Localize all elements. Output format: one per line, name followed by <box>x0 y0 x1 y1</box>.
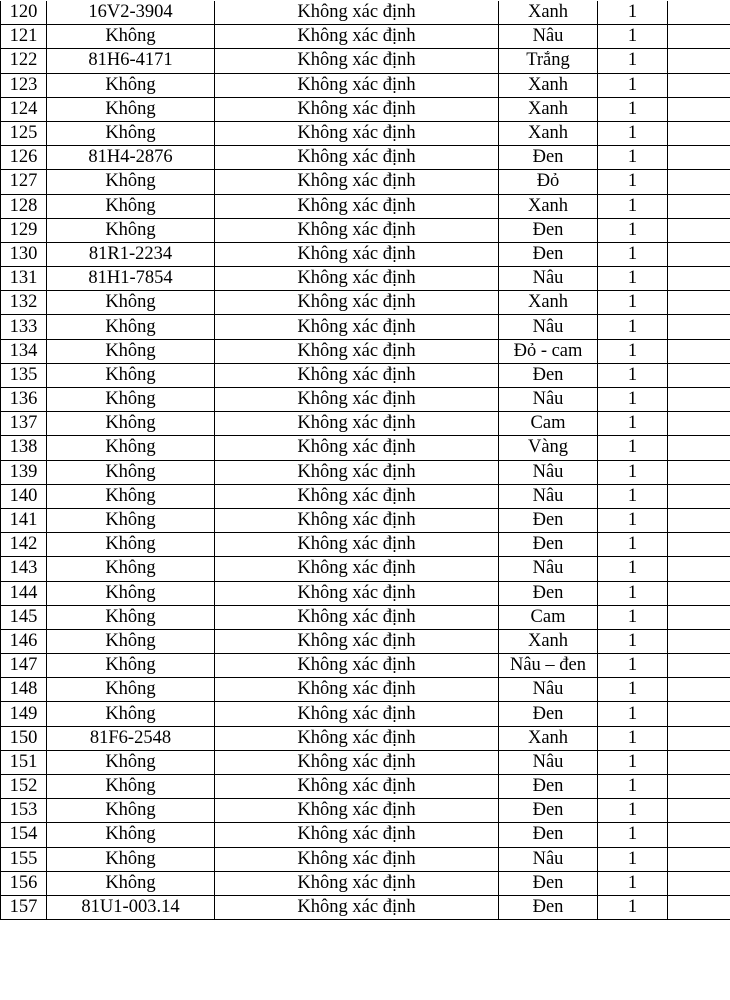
plate-cell: Không <box>47 629 215 653</box>
owner-cell: Không xác định <box>215 629 499 653</box>
row-number-cell: 135 <box>1 363 47 387</box>
owner-cell: Không xác định <box>215 25 499 49</box>
notes-cell <box>668 436 730 460</box>
color-cell: Xanh <box>499 73 598 97</box>
color-cell: Xanh <box>499 121 598 145</box>
color-cell: Đen <box>499 823 598 847</box>
notes-cell <box>668 726 730 750</box>
notes-cell <box>668 605 730 629</box>
notes-cell <box>668 581 730 605</box>
quantity-cell: 1 <box>598 460 668 484</box>
owner-cell: Không xác định <box>215 388 499 412</box>
table-row <box>1 146 730 170</box>
color-cell: Nâu <box>499 484 598 508</box>
row-number-cell: 150 <box>1 726 47 750</box>
quantity-cell: 1 <box>598 533 668 557</box>
owner-cell: Không xác định <box>215 73 499 97</box>
table-row <box>1 388 730 412</box>
color-cell: Xanh <box>499 194 598 218</box>
color-cell: Nâu <box>499 557 598 581</box>
table-row <box>1 25 730 49</box>
row-number-cell: 148 <box>1 678 47 702</box>
quantity-cell: 1 <box>598 484 668 508</box>
table-row <box>1 170 730 194</box>
color-cell: Đen <box>499 775 598 799</box>
table-row <box>1 726 730 750</box>
notes-cell <box>668 799 730 823</box>
quantity-cell: 1 <box>598 629 668 653</box>
owner-cell: Không xác định <box>215 339 499 363</box>
color-cell: Nâu <box>499 847 598 871</box>
row-number-cell: 134 <box>1 339 47 363</box>
quantity-cell: 1 <box>598 436 668 460</box>
notes-cell <box>668 654 730 678</box>
table-row <box>1 218 730 242</box>
owner-cell: Không xác định <box>215 460 499 484</box>
color-cell: Đen <box>499 533 598 557</box>
plate-cell: Không <box>47 218 215 242</box>
table-row <box>1 1 730 25</box>
row-number-cell: 149 <box>1 702 47 726</box>
color-cell: Vàng <box>499 436 598 460</box>
notes-cell <box>668 339 730 363</box>
color-cell: Đỏ - cam <box>499 339 598 363</box>
owner-cell: Không xác định <box>215 847 499 871</box>
notes-cell <box>668 49 730 73</box>
color-cell: Đen <box>499 363 598 387</box>
notes-cell <box>668 460 730 484</box>
color-cell: Đen <box>499 895 598 919</box>
table-row <box>1 242 730 266</box>
notes-cell <box>668 484 730 508</box>
plate-cell: Không <box>47 436 215 460</box>
table-row <box>1 49 730 73</box>
vehicle-table <box>0 1 730 920</box>
owner-cell: Không xác định <box>215 678 499 702</box>
owner-cell: Không xác định <box>215 823 499 847</box>
row-number-cell: 139 <box>1 460 47 484</box>
quantity-cell: 1 <box>598 121 668 145</box>
color-cell: Cam <box>499 412 598 436</box>
row-number-cell: 144 <box>1 581 47 605</box>
owner-cell: Không xác định <box>215 194 499 218</box>
notes-cell <box>668 702 730 726</box>
owner-cell: Không xác định <box>215 291 499 315</box>
plate-cell: Không <box>47 170 215 194</box>
owner-cell: Không xác định <box>215 702 499 726</box>
quantity-cell: 1 <box>598 508 668 532</box>
row-number-cell: 156 <box>1 871 47 895</box>
plate-cell: 16V2-3904 <box>47 1 215 25</box>
row-number-cell: 125 <box>1 121 47 145</box>
quantity-cell: 1 <box>598 557 668 581</box>
owner-cell: Không xác định <box>215 654 499 678</box>
plate-cell: Không <box>47 581 215 605</box>
owner-cell: Không xác định <box>215 170 499 194</box>
quantity-cell: 1 <box>598 194 668 218</box>
plate-cell: Không <box>47 750 215 774</box>
notes-cell <box>668 218 730 242</box>
table-row <box>1 533 730 557</box>
owner-cell: Không xác định <box>215 871 499 895</box>
notes-cell <box>668 895 730 919</box>
table-row <box>1 291 730 315</box>
owner-cell: Không xác định <box>215 49 499 73</box>
quantity-cell: 1 <box>598 412 668 436</box>
color-cell: Đen <box>499 871 598 895</box>
row-number-cell: 121 <box>1 25 47 49</box>
notes-cell <box>668 750 730 774</box>
owner-cell: Không xác định <box>215 436 499 460</box>
table-row <box>1 799 730 823</box>
plate-cell: Không <box>47 194 215 218</box>
quantity-cell: 1 <box>598 267 668 291</box>
plate-cell: Không <box>47 678 215 702</box>
notes-cell <box>668 291 730 315</box>
quantity-cell: 1 <box>598 654 668 678</box>
row-number-cell: 147 <box>1 654 47 678</box>
color-cell: Nâu <box>499 460 598 484</box>
row-number-cell: 133 <box>1 315 47 339</box>
table-row <box>1 267 730 291</box>
table-row <box>1 484 730 508</box>
notes-cell <box>668 121 730 145</box>
table-row <box>1 895 730 919</box>
color-cell: Nâu <box>499 750 598 774</box>
color-cell: Đen <box>499 242 598 266</box>
notes-cell <box>668 412 730 436</box>
notes-cell <box>668 823 730 847</box>
notes-cell <box>668 678 730 702</box>
owner-cell: Không xác định <box>215 605 499 629</box>
row-number-cell: 145 <box>1 605 47 629</box>
row-number-cell: 126 <box>1 146 47 170</box>
notes-cell <box>668 242 730 266</box>
row-number-cell: 146 <box>1 629 47 653</box>
owner-cell: Không xác định <box>215 97 499 121</box>
table-row <box>1 629 730 653</box>
owner-cell: Không xác định <box>215 508 499 532</box>
row-number-cell: 132 <box>1 291 47 315</box>
table-row <box>1 97 730 121</box>
quantity-cell: 1 <box>598 242 668 266</box>
plate-cell: 81H4-2876 <box>47 146 215 170</box>
plate-cell: Không <box>47 291 215 315</box>
plate-cell: 81R1-2234 <box>47 242 215 266</box>
plate-cell: Không <box>47 702 215 726</box>
color-cell: Nâu <box>499 388 598 412</box>
owner-cell: Không xác định <box>215 799 499 823</box>
plate-cell: Không <box>47 823 215 847</box>
row-number-cell: 122 <box>1 49 47 73</box>
color-cell: Xanh <box>499 726 598 750</box>
color-cell: Nâu <box>499 315 598 339</box>
row-number-cell: 123 <box>1 73 47 97</box>
owner-cell: Không xác định <box>215 1 499 25</box>
quantity-cell: 1 <box>598 823 668 847</box>
table-row <box>1 605 730 629</box>
plate-cell: Không <box>47 533 215 557</box>
notes-cell <box>668 557 730 581</box>
table-row <box>1 654 730 678</box>
notes-cell <box>668 194 730 218</box>
quantity-cell: 1 <box>598 605 668 629</box>
owner-cell: Không xác định <box>215 726 499 750</box>
row-number-cell: 131 <box>1 267 47 291</box>
plate-cell: Không <box>47 799 215 823</box>
quantity-cell: 1 <box>598 49 668 73</box>
row-number-cell: 136 <box>1 388 47 412</box>
owner-cell: Không xác định <box>215 750 499 774</box>
plate-cell: Không <box>47 775 215 799</box>
row-number-cell: 153 <box>1 799 47 823</box>
notes-cell <box>668 363 730 387</box>
color-cell: Đen <box>499 581 598 605</box>
row-number-cell: 152 <box>1 775 47 799</box>
quantity-cell: 1 <box>598 581 668 605</box>
plate-cell: Không <box>47 412 215 436</box>
row-number-cell: 128 <box>1 194 47 218</box>
color-cell: Nâu <box>499 267 598 291</box>
quantity-cell: 1 <box>598 315 668 339</box>
color-cell: Xanh <box>499 97 598 121</box>
table-row <box>1 412 730 436</box>
table-row <box>1 194 730 218</box>
table-row <box>1 121 730 145</box>
notes-cell <box>668 315 730 339</box>
quantity-cell: 1 <box>598 726 668 750</box>
plate-cell: Không <box>47 25 215 49</box>
table-row <box>1 460 730 484</box>
owner-cell: Không xác định <box>215 484 499 508</box>
plate-cell: Không <box>47 654 215 678</box>
row-number-cell: 120 <box>1 1 47 25</box>
table-row <box>1 73 730 97</box>
color-cell: Nâu <box>499 25 598 49</box>
notes-cell <box>668 73 730 97</box>
quantity-cell: 1 <box>598 895 668 919</box>
row-number-cell: 141 <box>1 508 47 532</box>
notes-cell <box>668 847 730 871</box>
notes-cell <box>668 533 730 557</box>
row-number-cell: 142 <box>1 533 47 557</box>
color-cell: Đen <box>499 146 598 170</box>
owner-cell: Không xác định <box>215 121 499 145</box>
owner-cell: Không xác định <box>215 775 499 799</box>
quantity-cell: 1 <box>598 799 668 823</box>
notes-cell <box>668 170 730 194</box>
color-cell: Đen <box>499 218 598 242</box>
quantity-cell: 1 <box>598 218 668 242</box>
quantity-cell: 1 <box>598 871 668 895</box>
plate-cell: Không <box>47 363 215 387</box>
table-body <box>1 1 730 920</box>
notes-cell <box>668 388 730 412</box>
quantity-cell: 1 <box>598 363 668 387</box>
plate-cell: Không <box>47 97 215 121</box>
plate-cell: Không <box>47 121 215 145</box>
plate-cell: 81H6-4171 <box>47 49 215 73</box>
row-number-cell: 155 <box>1 847 47 871</box>
table-row <box>1 775 730 799</box>
quantity-cell: 1 <box>598 146 668 170</box>
row-number-cell: 154 <box>1 823 47 847</box>
table-row <box>1 557 730 581</box>
row-number-cell: 127 <box>1 170 47 194</box>
row-number-cell: 140 <box>1 484 47 508</box>
quantity-cell: 1 <box>598 702 668 726</box>
owner-cell: Không xác định <box>215 412 499 436</box>
table-row <box>1 508 730 532</box>
color-cell: Đen <box>499 508 598 532</box>
owner-cell: Không xác định <box>215 315 499 339</box>
plate-cell: Không <box>47 871 215 895</box>
owner-cell: Không xác định <box>215 267 499 291</box>
notes-cell <box>668 146 730 170</box>
row-number-cell: 130 <box>1 242 47 266</box>
color-cell: Xanh <box>499 1 598 25</box>
quantity-cell: 1 <box>598 847 668 871</box>
plate-cell: Không <box>47 605 215 629</box>
plate-cell: Không <box>47 315 215 339</box>
plate-cell: Không <box>47 73 215 97</box>
table-row <box>1 363 730 387</box>
row-number-cell: 157 <box>1 895 47 919</box>
quantity-cell: 1 <box>598 291 668 315</box>
color-cell: Cam <box>499 605 598 629</box>
owner-cell: Không xác định <box>215 895 499 919</box>
notes-cell <box>668 508 730 532</box>
quantity-cell: 1 <box>598 170 668 194</box>
notes-cell <box>668 97 730 121</box>
plate-cell: Không <box>47 339 215 363</box>
notes-cell <box>668 871 730 895</box>
quantity-cell: 1 <box>598 775 668 799</box>
table-row <box>1 702 730 726</box>
quantity-cell: 1 <box>598 750 668 774</box>
plate-cell: 81F6-2548 <box>47 726 215 750</box>
row-number-cell: 137 <box>1 412 47 436</box>
table-row <box>1 339 730 363</box>
color-cell: Đen <box>499 702 598 726</box>
row-number-cell: 129 <box>1 218 47 242</box>
owner-cell: Không xác định <box>215 557 499 581</box>
color-cell: Đen <box>499 799 598 823</box>
owner-cell: Không xác định <box>215 363 499 387</box>
color-cell: Xanh <box>499 629 598 653</box>
owner-cell: Không xác định <box>215 242 499 266</box>
quantity-cell: 1 <box>598 339 668 363</box>
table-row <box>1 436 730 460</box>
row-number-cell: 143 <box>1 557 47 581</box>
quantity-cell: 1 <box>598 1 668 25</box>
table-row <box>1 678 730 702</box>
notes-cell <box>668 775 730 799</box>
color-cell: Nâu – đen <box>499 654 598 678</box>
plate-cell: 81U1-003.14 <box>47 895 215 919</box>
row-number-cell: 138 <box>1 436 47 460</box>
notes-cell <box>668 267 730 291</box>
plate-cell: 81H1-7854 <box>47 267 215 291</box>
notes-cell <box>668 25 730 49</box>
color-cell: Xanh <box>499 291 598 315</box>
table-row <box>1 847 730 871</box>
table-row <box>1 823 730 847</box>
table-row <box>1 871 730 895</box>
plate-cell: Không <box>47 557 215 581</box>
color-cell: Nâu <box>499 678 598 702</box>
owner-cell: Không xác định <box>215 581 499 605</box>
plate-cell: Không <box>47 484 215 508</box>
table-row <box>1 750 730 774</box>
owner-cell: Không xác định <box>215 533 499 557</box>
table-row <box>1 581 730 605</box>
row-number-cell: 124 <box>1 97 47 121</box>
owner-cell: Không xác định <box>215 218 499 242</box>
quantity-cell: 1 <box>598 97 668 121</box>
color-cell: Đỏ <box>499 170 598 194</box>
owner-cell: Không xác định <box>215 146 499 170</box>
quantity-cell: 1 <box>598 73 668 97</box>
quantity-cell: 1 <box>598 25 668 49</box>
notes-cell <box>668 1 730 25</box>
quantity-cell: 1 <box>598 388 668 412</box>
quantity-cell: 1 <box>598 678 668 702</box>
table-row <box>1 315 730 339</box>
plate-cell: Không <box>47 388 215 412</box>
row-number-cell: 151 <box>1 750 47 774</box>
notes-cell <box>668 629 730 653</box>
plate-cell: Không <box>47 508 215 532</box>
plate-cell: Không <box>47 847 215 871</box>
plate-cell: Không <box>47 460 215 484</box>
color-cell: Trắng <box>499 49 598 73</box>
